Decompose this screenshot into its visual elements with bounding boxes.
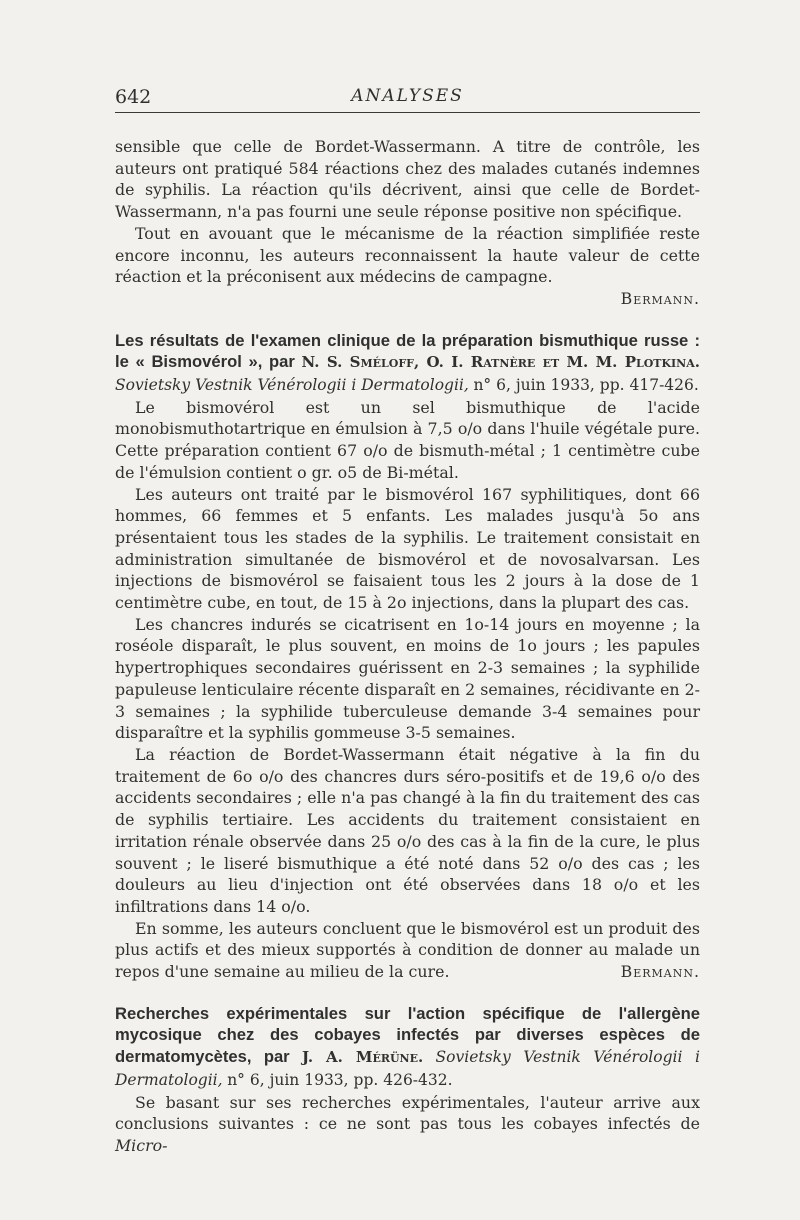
review2-paragraph-4: La réaction de Bordet-Wassermann était négative à la fin du traitement de 6o o/o des chancres durs séro-positifs et de 19,6 o/o des accidents secondaires ; elle n'a pas changé à la fin du traitement des cas de syphilis tertiaire. Les accidents du traitement consistaient en irritation rénale observée dans 25 o/o des cas à la fin de la cure, le plus souvent ; le liseré bismuthique a été noté dans 52 o/o des cas ; les douleurs au lieu d'injection ont été observées dans 18 o/o et les infiltrations dans 14 o/o. <box>115 744 700 916</box>
review1-signature: Bermann. <box>620 288 700 308</box>
page-number: 642 <box>115 86 152 108</box>
review1-paragraph-2: Tout en avouant que le mécanisme de la réaction simplifiée reste encore inconnu, les auteurs reconnaissent la haute valeur de cette réaction et la préconisent aux médecins de campagne. <box>115 223 700 287</box>
review3-source: Sovietsky Vestnik Vénérologii i Dermatologii, <box>115 1048 700 1089</box>
review3-title: Recherches expérimentales sur l'action spécifique de l'allergène mycosique chez des cobayes infectés par diverses espèces de dermatomycètes, par <box>115 1003 700 1067</box>
review3-citation: n° 6, juin 1933, pp. 426-432. <box>227 1070 453 1089</box>
running-head: ANALYSES <box>351 86 464 106</box>
review2-signature: Bermann. <box>620 962 700 982</box>
review2-heading <box>115 330 700 397</box>
review3-paragraph-1 <box>115 1092 700 1157</box>
review2-paragraph-3: Les chancres indurés se cicatrisent en 1o-14 jours en moyenne ; la roséole disparaît, le plus souvent, en moins de 1o jours ; les papules hypertrophiques secondaires guérissent en 2-3 semaines ; la syphilide papuleuse lenticulaire récente disparaît en 2 semaines, récidivante en 2-3 semaines ; la syphilide tuberculeuse demande 3-4 semaines pour disparaître et la syphilis gommeuse 3-5 semaines. <box>115 614 700 743</box>
page-header <box>115 82 700 113</box>
review2-citation: n° 6, juin 1933, pp. 417-426. <box>473 376 699 395</box>
page-body <box>115 136 700 1157</box>
review3-heading <box>115 1003 700 1092</box>
review2-paragraph-2: Les auteurs ont traité par le bismovérol 167 syphilitiques, dont 66 hommes, 66 femmes et 5 enfants. Les malades jusqu'à 5o ans présentaient tous les stades de la syphilis. Le traitement consistait en administration simultanée de bismovérol et de novosalvarsan. Les injections de bismovérol se faisaient tous les 2 jours à la dose de 1 centimètre cube, en tout, de 15 à 2o injections, dans la plupart des cas. <box>115 484 700 613</box>
review3-authors: J. A. Mérüne. <box>301 1048 424 1067</box>
review2-paragraph-5 <box>115 918 700 983</box>
review1-paragraph-1: sensible que celle de Bordet-Wassermann. A titre de contrôle, les auteurs ont pratiqué 584 réactions chez des malades cutanés indemnes de syphilis. La réaction qu'ils décrivent, ainsi que celle de Bordet-Wassermann, n'a pas fourni une seule réponse positive non spécifique. <box>115 137 700 222</box>
review2-paragraph-1: Le bismovérol est un sel bismuthique de l'acide monobismuthotartrique en émulsion à 7,5 o/o dans l'huile végétale pure. Cette préparation contient 67 o/o de bismuth-métal ; 1 centimètre cube de l'émulsion contient o gr. o5 de Bi-métal. <box>115 397 700 482</box>
review2-authors: N. S. Sméloff, O. I. Ratnère et M. M. Plotkina. <box>301 353 700 372</box>
review2-paragraph-5-text: En somme, les auteurs concluent que le bismovérol est un produit des plus actifs et des mieux supportés à condition de donner au malade un repos d'une semaine au milieu de la cure. <box>115 918 700 982</box>
review2-source: Sovietsky Vestnik Vénérologii i Dermatologii, <box>115 376 469 395</box>
review3-paragraph-1-italic: Micro- <box>115 1135 168 1155</box>
review3-paragraph-1-text: Se basant sur ses recherches expérimentales, l'auteur arrive aux conclusions suivantes : ce ne sont pas tous les cobayes infectés de <box>115 1092 700 1134</box>
review2-title: Les résultats de l'examen clinique de la préparation bismuthique russe : le « Bismovérol », par <box>115 330 700 372</box>
